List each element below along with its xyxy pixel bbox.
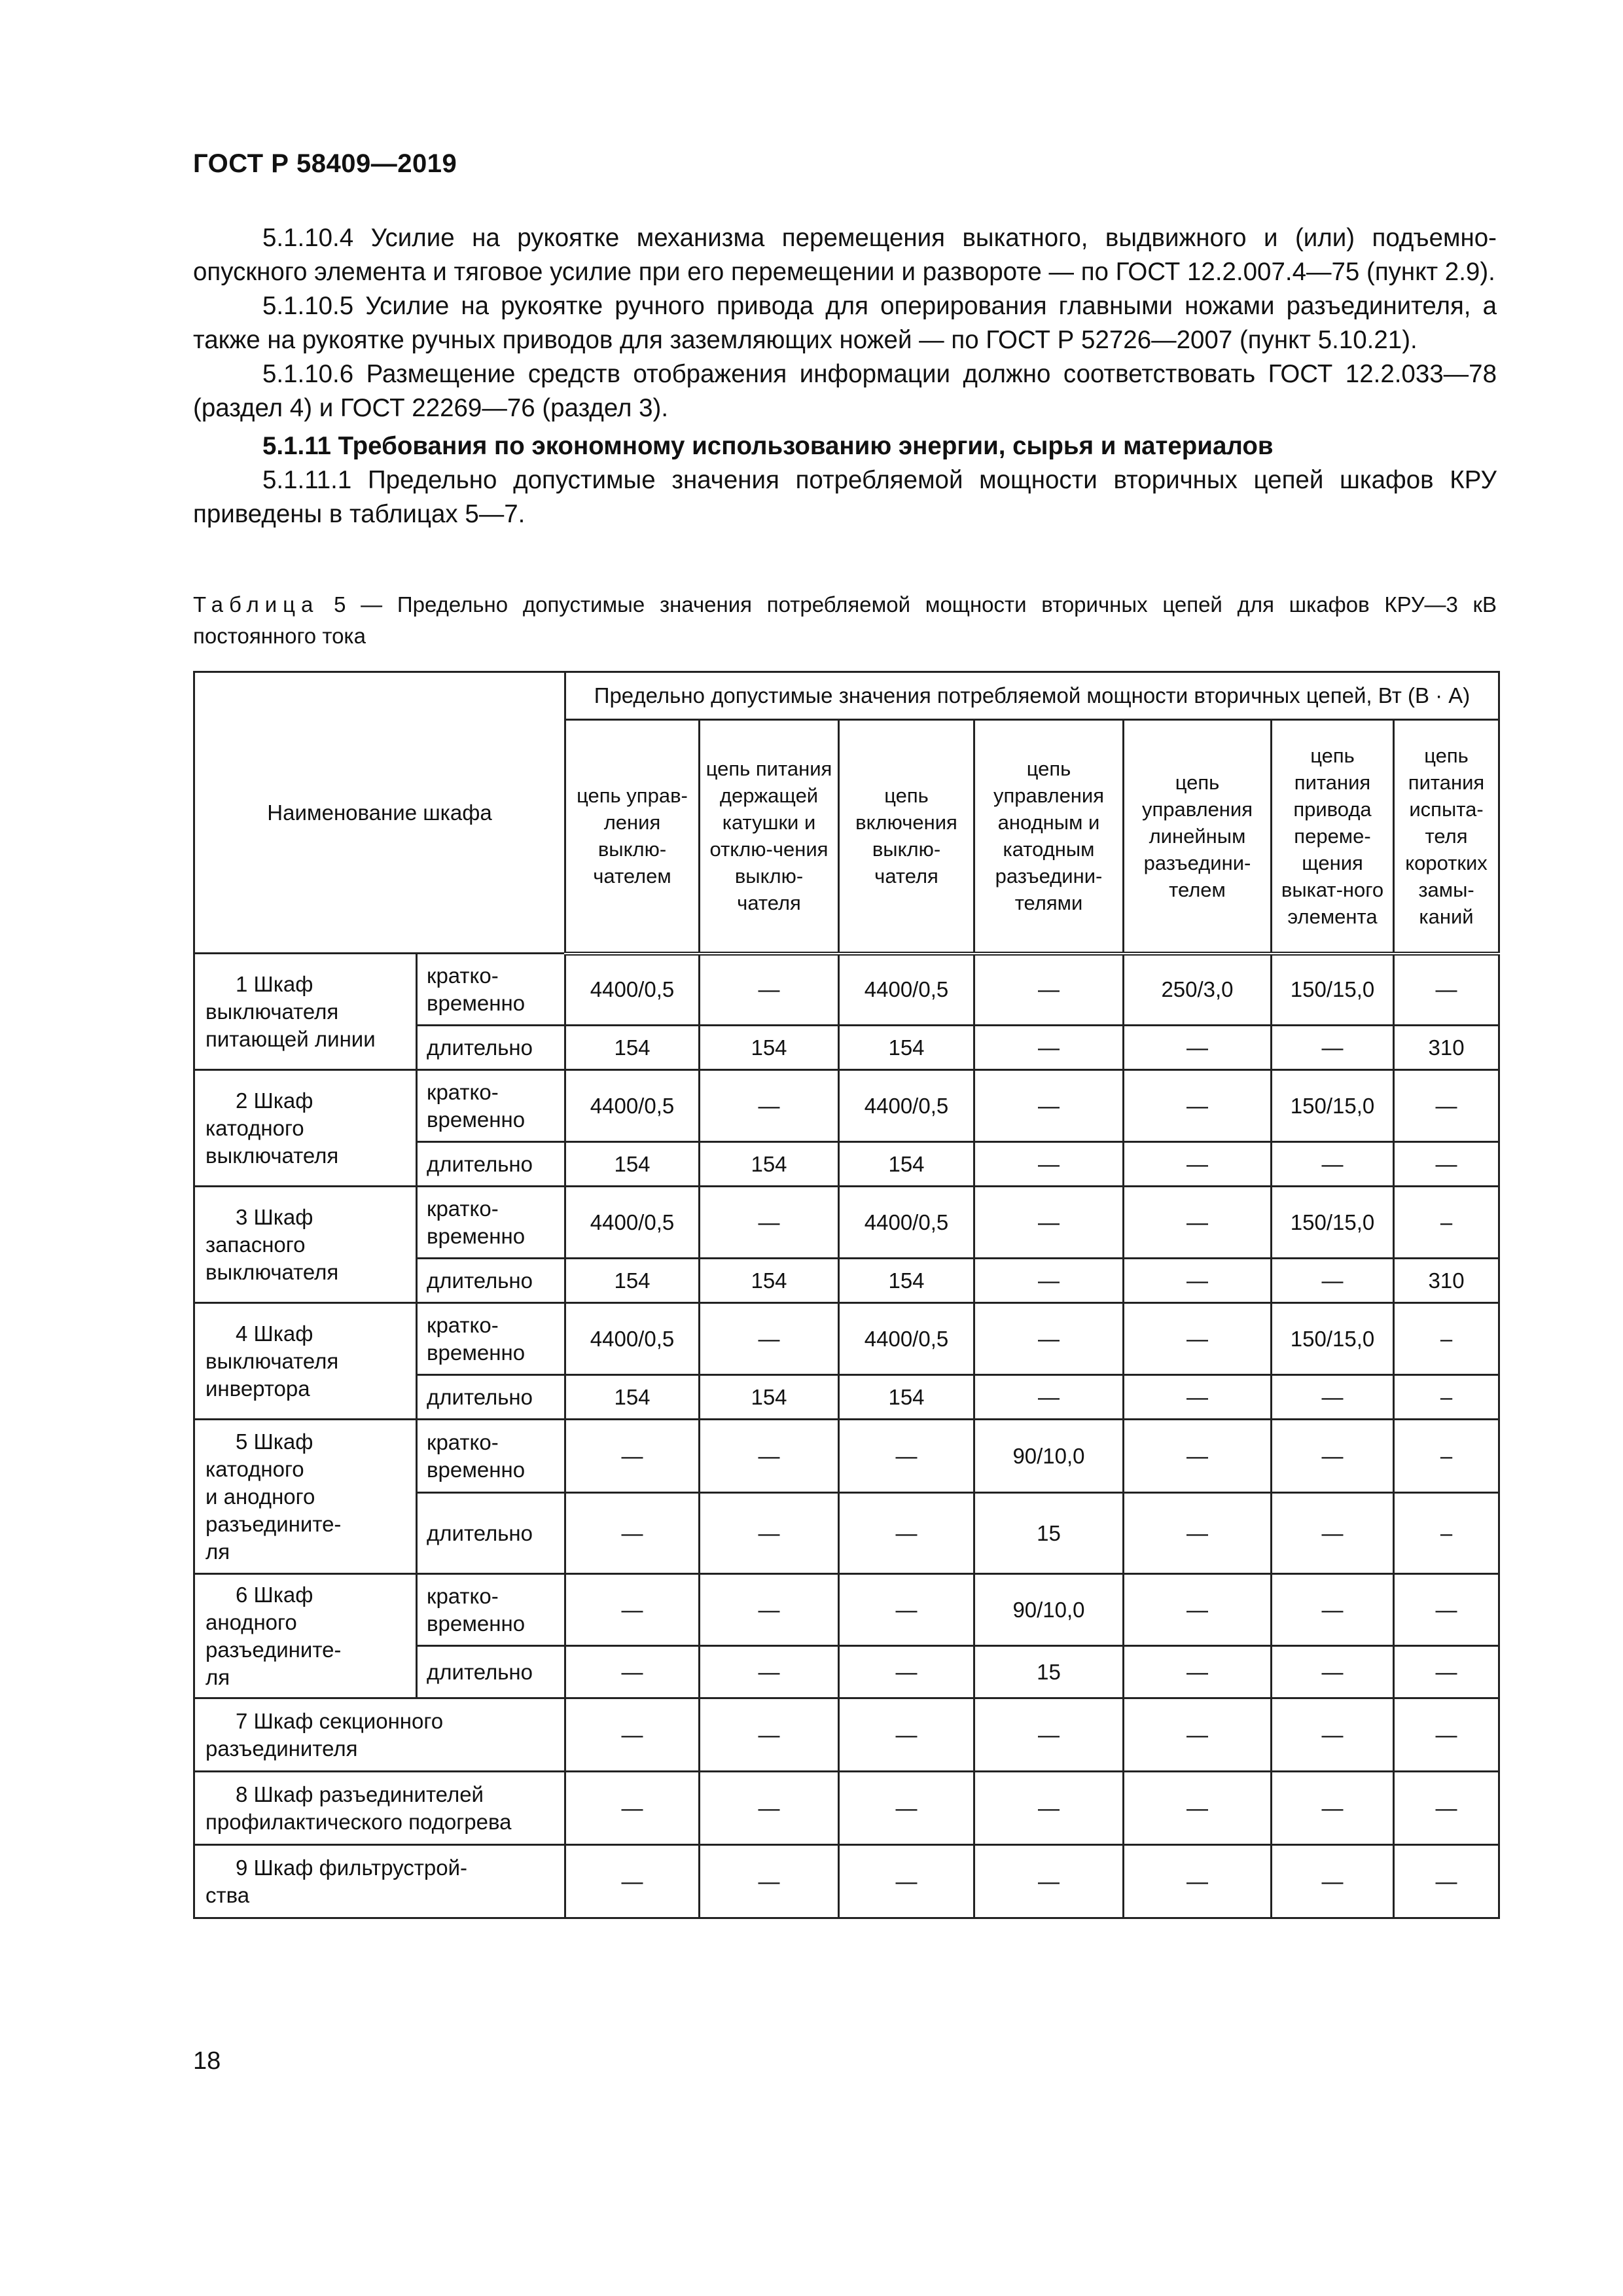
value-cell: 310 xyxy=(1394,1259,1499,1303)
cabinet-name-line: питающей линии xyxy=(205,1026,376,1051)
cabinet-name-line: 4 Шкаф xyxy=(236,1321,313,1346)
column-header: цепь управления анодным и катодным разъедини-телями xyxy=(974,720,1124,954)
table-row xyxy=(194,1303,1499,1375)
value-cell: — xyxy=(1124,1070,1272,1142)
value-cell: — xyxy=(700,1574,839,1646)
cabinet-name xyxy=(194,1070,417,1187)
value-cell: 4400/0,5 xyxy=(565,1187,700,1259)
cabinet-name-line: запасного xyxy=(205,1232,306,1257)
table-row xyxy=(194,1187,1499,1259)
value-cell: 154 xyxy=(565,1026,700,1070)
cabinet-name xyxy=(194,1772,565,1845)
cabinet-name-line: выключателя xyxy=(205,1348,339,1373)
column-header: цепь питания привода переме-щения выкат-ного элемента xyxy=(1272,720,1394,954)
value-cell: 310 xyxy=(1394,1026,1499,1070)
value-cell: — xyxy=(565,1574,700,1646)
value-cell: — xyxy=(974,1303,1124,1375)
table-row xyxy=(194,1845,1499,1918)
value-cell: — xyxy=(1394,1574,1499,1646)
value-cell: 154 xyxy=(700,1026,839,1070)
value-cell: — xyxy=(1272,1375,1394,1420)
value-cell: – xyxy=(1394,1420,1499,1493)
value-cell: 4400/0,5 xyxy=(839,954,974,1026)
cabinet-name-line: разъединителя xyxy=(205,1736,358,1761)
value-cell: — xyxy=(974,1026,1124,1070)
cabinet-name-line: ля xyxy=(205,1664,230,1689)
cabinet-name-line: 2 Шкаф xyxy=(236,1088,313,1113)
value-cell: — xyxy=(700,1493,839,1574)
value-cell: — xyxy=(1124,1845,1272,1918)
value-cell: — xyxy=(1394,1698,1499,1772)
value-cell: — xyxy=(974,1375,1124,1420)
value-cell: 154 xyxy=(700,1259,839,1303)
cabinet-name-line: инвертора xyxy=(205,1376,310,1401)
value-cell: 90/10,0 xyxy=(974,1420,1124,1493)
value-cell: — xyxy=(1272,1420,1394,1493)
value-cell: — xyxy=(1272,1574,1394,1646)
value-cell: — xyxy=(700,1420,839,1493)
value-cell: — xyxy=(974,1259,1124,1303)
value-cell: — xyxy=(700,1698,839,1772)
value-cell: — xyxy=(1124,1772,1272,1845)
value-cell: — xyxy=(839,1845,974,1918)
cabinet-name-line: разъедините- xyxy=(205,1511,342,1536)
value-cell: — xyxy=(1124,1026,1272,1070)
table-caption xyxy=(193,589,1497,652)
value-cell: — xyxy=(1124,1698,1272,1772)
cabinet-name-line: 7 Шкаф секционного xyxy=(236,1708,444,1733)
value-cell: — xyxy=(839,1420,974,1493)
value-cell: — xyxy=(1272,1493,1394,1574)
cabinet-name-line: катодного xyxy=(205,1115,304,1140)
column-header: цепь питания держащей катушки и отклю-чения выклю-чателя xyxy=(700,720,839,954)
cabinet-name xyxy=(194,1574,417,1698)
value-cell: — xyxy=(1272,1142,1394,1187)
power-limits-table xyxy=(193,671,1500,1919)
value-cell: — xyxy=(1124,1259,1272,1303)
value-cell: — xyxy=(1272,1698,1394,1772)
cabinet-name-line: 8 Шкаф разъединителей xyxy=(236,1782,484,1806)
value-cell: — xyxy=(1124,1646,1272,1698)
mode-label: кратко-временно xyxy=(417,954,565,1026)
mode-label: длительно xyxy=(417,1259,565,1303)
value-cell: 90/10,0 xyxy=(974,1574,1124,1646)
value-cell: — xyxy=(565,1698,700,1772)
value-cell: — xyxy=(974,1187,1124,1259)
body-text xyxy=(193,221,1497,531)
value-cell: 154 xyxy=(700,1142,839,1187)
value-cell: — xyxy=(839,1574,974,1646)
value-cell: — xyxy=(1124,1375,1272,1420)
mode-label: длительно xyxy=(417,1142,565,1187)
mode-label: кратко-временно xyxy=(417,1420,565,1493)
cabinet-name xyxy=(194,954,417,1070)
cabinet-name-line: 3 Шкаф xyxy=(236,1204,313,1229)
cabinet-name-line: разъедините- xyxy=(205,1637,342,1662)
paragraph-5-1-10-5: 5.1.10.5 Усилие на рукоятке ручного привода для оперирования главными ножами разъединителя, а также на рукоятке ручных приводов для заземляющих ножей — по ГОСТ Р 52726—2007 (пункт 5.10.21). xyxy=(193,292,1497,354)
value-cell: — xyxy=(700,1303,839,1375)
value-cell: — xyxy=(1272,1026,1394,1070)
document-header: ГОСТ Р 58409—2019 xyxy=(193,149,457,178)
column-header: цепь управ-ления выклю-чателем xyxy=(565,720,700,954)
value-cell: 154 xyxy=(565,1142,700,1187)
value-cell: — xyxy=(974,954,1124,1026)
cabinet-name-line: выключателя xyxy=(205,999,339,1024)
value-cell: — xyxy=(1394,1646,1499,1698)
paragraph-5-1-10-4: 5.1.10.4 Усилие на рукоятке механизма перемещения выкатного, выдвижного и (или) подъемно-опускного элемента и тяговое усилие при его перемещении и развороте — по ГОСТ 12.2.007.4—75 (пункт 2.9). xyxy=(193,224,1497,286)
value-cell: — xyxy=(1124,1574,1272,1646)
value-cell: 154 xyxy=(565,1259,700,1303)
value-cell: 250/3,0 xyxy=(1124,954,1272,1026)
value-cell: 154 xyxy=(839,1026,974,1070)
paragraph-5-1-11-1: 5.1.11.1 Предельно допустимые значения потребляемой мощности вторичных цепей шкафов КРУ приведены в таблицах 5—7. xyxy=(193,466,1497,528)
value-cell: — xyxy=(700,1070,839,1142)
value-cell: — xyxy=(1272,1772,1394,1845)
value-cell: — xyxy=(700,1772,839,1845)
mode-label: длительно xyxy=(417,1375,565,1420)
value-cell: 4400/0,5 xyxy=(565,1070,700,1142)
value-cell: — xyxy=(974,1698,1124,1772)
value-cell: 150/15,0 xyxy=(1272,1187,1394,1259)
cabinet-name-line: профилактического подогрева xyxy=(205,1809,512,1834)
value-cell: 15 xyxy=(974,1646,1124,1698)
cabinet-name-line: катодного xyxy=(205,1456,304,1481)
value-cell: — xyxy=(839,1698,974,1772)
cabinet-name-line: анодного xyxy=(205,1609,297,1634)
group-header: Предельно допустимые значения потребляемой мощности вторичных цепей, Вт (В · А) xyxy=(565,672,1499,720)
value-cell: 154 xyxy=(565,1375,700,1420)
value-cell: — xyxy=(565,1646,700,1698)
value-cell: — xyxy=(565,1493,700,1574)
value-cell: 4400/0,5 xyxy=(565,1303,700,1375)
value-cell: — xyxy=(700,1845,839,1918)
table-row xyxy=(194,1698,1499,1772)
value-cell: — xyxy=(974,1845,1124,1918)
value-cell: – xyxy=(1394,1375,1499,1420)
table-row xyxy=(194,1772,1499,1845)
value-cell: — xyxy=(1272,1259,1394,1303)
value-cell: — xyxy=(1272,1845,1394,1918)
value-cell: 4400/0,5 xyxy=(565,954,700,1026)
value-cell: — xyxy=(974,1142,1124,1187)
cabinet-name xyxy=(194,1303,417,1420)
value-cell: — xyxy=(839,1772,974,1845)
value-cell: — xyxy=(1394,1772,1499,1845)
value-cell: — xyxy=(700,1187,839,1259)
value-cell: — xyxy=(1394,1070,1499,1142)
value-cell: — xyxy=(1124,1420,1272,1493)
table-row xyxy=(194,1574,1499,1646)
value-cell: 4400/0,5 xyxy=(839,1187,974,1259)
value-cell: — xyxy=(1394,1142,1499,1187)
cabinet-name-line: выключателя xyxy=(205,1143,339,1168)
value-cell: — xyxy=(565,1845,700,1918)
table-row xyxy=(194,1070,1499,1142)
mode-label: кратко-временно xyxy=(417,1303,565,1375)
value-cell: — xyxy=(974,1070,1124,1142)
value-cell: 150/15,0 xyxy=(1272,1303,1394,1375)
value-cell: 154 xyxy=(839,1142,974,1187)
cabinet-name xyxy=(194,1698,565,1772)
mode-label: длительно xyxy=(417,1493,565,1574)
cabinet-name xyxy=(194,1187,417,1303)
value-cell: 154 xyxy=(839,1375,974,1420)
paragraph-5-1-10-6: 5.1.10.6 Размещение средств отображения информации должно соответствовать ГОСТ 12.2.033—78 (раздел 4) и ГОСТ 22269—76 (раздел 3). xyxy=(193,360,1497,422)
table-row xyxy=(194,954,1499,1026)
value-cell: — xyxy=(700,954,839,1026)
cabinet-name-line: и анодного xyxy=(205,1484,315,1509)
value-cell: — xyxy=(1124,1493,1272,1574)
value-cell: — xyxy=(1394,1845,1499,1918)
name-column-header: Наименование шкафа xyxy=(194,672,565,954)
value-cell: 154 xyxy=(839,1259,974,1303)
section-heading-5-1-11: 5.1.11 Требования по экономному использованию энергии, сырья и материалов xyxy=(262,432,1274,460)
table-caption-label: Таблица xyxy=(193,592,319,617)
value-cell: 4400/0,5 xyxy=(839,1303,974,1375)
cabinet-name-line: ля xyxy=(205,1539,230,1564)
value-cell: — xyxy=(839,1646,974,1698)
value-cell: — xyxy=(1124,1142,1272,1187)
value-cell: — xyxy=(974,1772,1124,1845)
cabinet-name-line: выключателя xyxy=(205,1259,339,1284)
cabinet-name-line: 1 Шкаф xyxy=(236,971,313,996)
value-cell: — xyxy=(565,1772,700,1845)
column-header: цепь питания испыта-теля коротких замы-каний xyxy=(1394,720,1499,954)
column-header: цепь управления линейным разъедини-телем xyxy=(1124,720,1272,954)
value-cell: — xyxy=(1272,1646,1394,1698)
table-row xyxy=(194,1420,1499,1493)
value-cell: 150/15,0 xyxy=(1272,954,1394,1026)
cabinet-name-line: 6 Шкаф xyxy=(236,1582,313,1607)
value-cell: – xyxy=(1394,1187,1499,1259)
value-cell: — xyxy=(1124,1303,1272,1375)
value-cell: 154 xyxy=(700,1375,839,1420)
page-number: 18 xyxy=(193,2047,221,2075)
mode-label: кратко-временно xyxy=(417,1187,565,1259)
value-cell: 4400/0,5 xyxy=(839,1070,974,1142)
cabinet-name xyxy=(194,1845,565,1918)
value-cell: — xyxy=(839,1493,974,1574)
mode-label: кратко-временно xyxy=(417,1574,565,1646)
cabinet-name-line: ства xyxy=(205,1882,250,1907)
value-cell: — xyxy=(1394,954,1499,1026)
table-caption-text: 5 — Предельно допустимые значения потребляемой мощности вторичных цепей для шкафов КРУ—3 кВ постоянного тока xyxy=(193,592,1497,648)
mode-label: кратко-временно xyxy=(417,1070,565,1142)
value-cell: 15 xyxy=(974,1493,1124,1574)
cabinet-name-line: 9 Шкаф фильтрустрой- xyxy=(236,1855,468,1880)
value-cell: — xyxy=(1124,1187,1272,1259)
value-cell: – xyxy=(1394,1493,1499,1574)
mode-label: длительно xyxy=(417,1646,565,1698)
value-cell: — xyxy=(565,1420,700,1493)
value-cell: — xyxy=(700,1646,839,1698)
mode-label: длительно xyxy=(417,1026,565,1070)
cabinet-name-line: 5 Шкаф xyxy=(236,1429,313,1454)
value-cell: 150/15,0 xyxy=(1272,1070,1394,1142)
value-cell: – xyxy=(1394,1303,1499,1375)
column-header: цепь включения выклю-чателя xyxy=(839,720,974,954)
cabinet-name xyxy=(194,1420,417,1574)
